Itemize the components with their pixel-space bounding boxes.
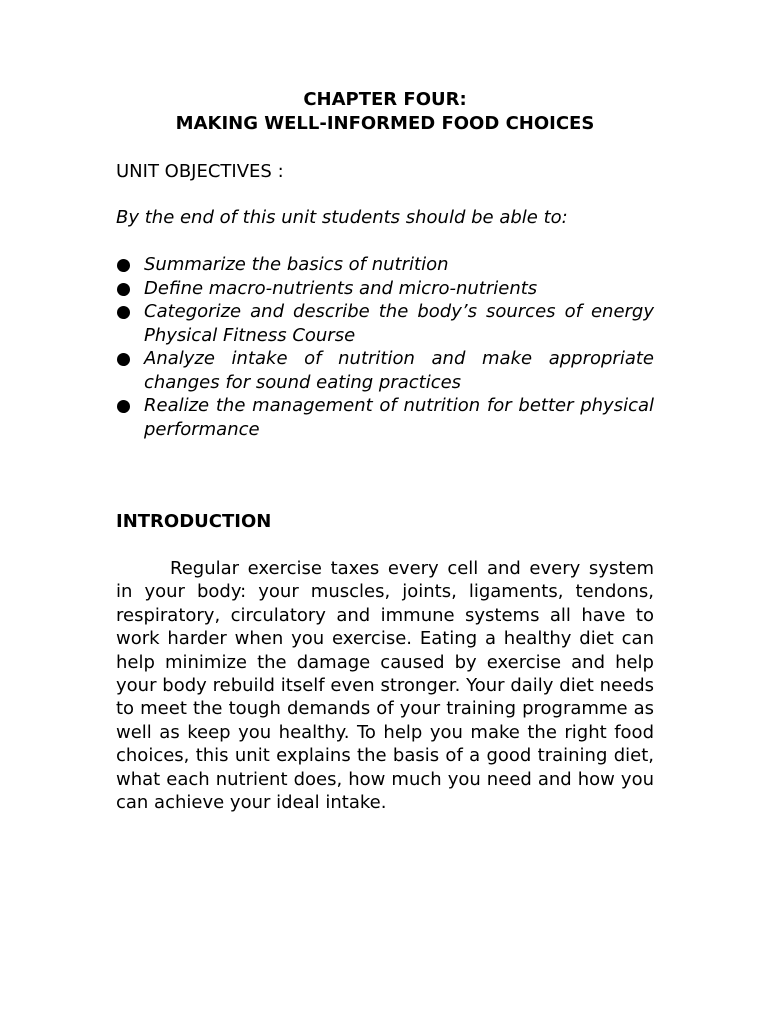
- objective-item: [116, 347, 654, 394]
- objective-text: Categorize and describe the body’s sources of energy Physical Fitness Course: [144, 301, 654, 346]
- objective-item: [116, 253, 654, 277]
- bullet-icon: [117, 259, 130, 272]
- introduction-heading: INTRODUCTION: [116, 511, 272, 532]
- bullet-icon: [117, 306, 130, 319]
- objective-item: [116, 300, 654, 347]
- objective-text: Define macro-nutrients and micro-nutrients: [144, 277, 538, 299]
- objectives-lead: By the end of this unit students should be able to:: [116, 207, 568, 228]
- bullet-icon: [117, 353, 130, 366]
- document-page: [116, 0, 654, 1024]
- bullet-icon: [117, 400, 130, 413]
- objective-text: Summarize the basics of nutrition: [144, 254, 449, 275]
- objective-item: [116, 277, 654, 301]
- chapter-title: MAKING WELL-INFORMED FOOD CHOICES: [175, 113, 595, 134]
- bullet-icon: [117, 283, 130, 296]
- objective-text: Analyze intake of nutrition and make appropriate changes for sound eating practices: [144, 348, 654, 393]
- objective-text: Realize the management of nutrition for better physical performance: [144, 395, 654, 440]
- introduction-paragraph: Regular exercise taxes every cell and every system in your body: your muscles, joints, ligaments, tendons, respiratory, circulatory and immune systems all have to work harder when you exercise. Eating a healthy diet can help minimize the damage caused by exercise and help your body rebuild itself even stronger. Your daily diet needs to meet the tough demands of your training programme as well as keep you healthy. To help you make the right food choices, this unit explains the basis of a good training diet, what each nutrient does, how much you need and how you can achieve your ideal intake.: [116, 558, 654, 814]
- objective-item: [116, 394, 654, 441]
- chapter-number: CHAPTER FOUR:: [303, 89, 467, 110]
- chapter-heading: [116, 88, 654, 136]
- objective-list: [116, 253, 654, 441]
- unit-objectives-label: UNIT OBJECTIVES :: [116, 161, 284, 182]
